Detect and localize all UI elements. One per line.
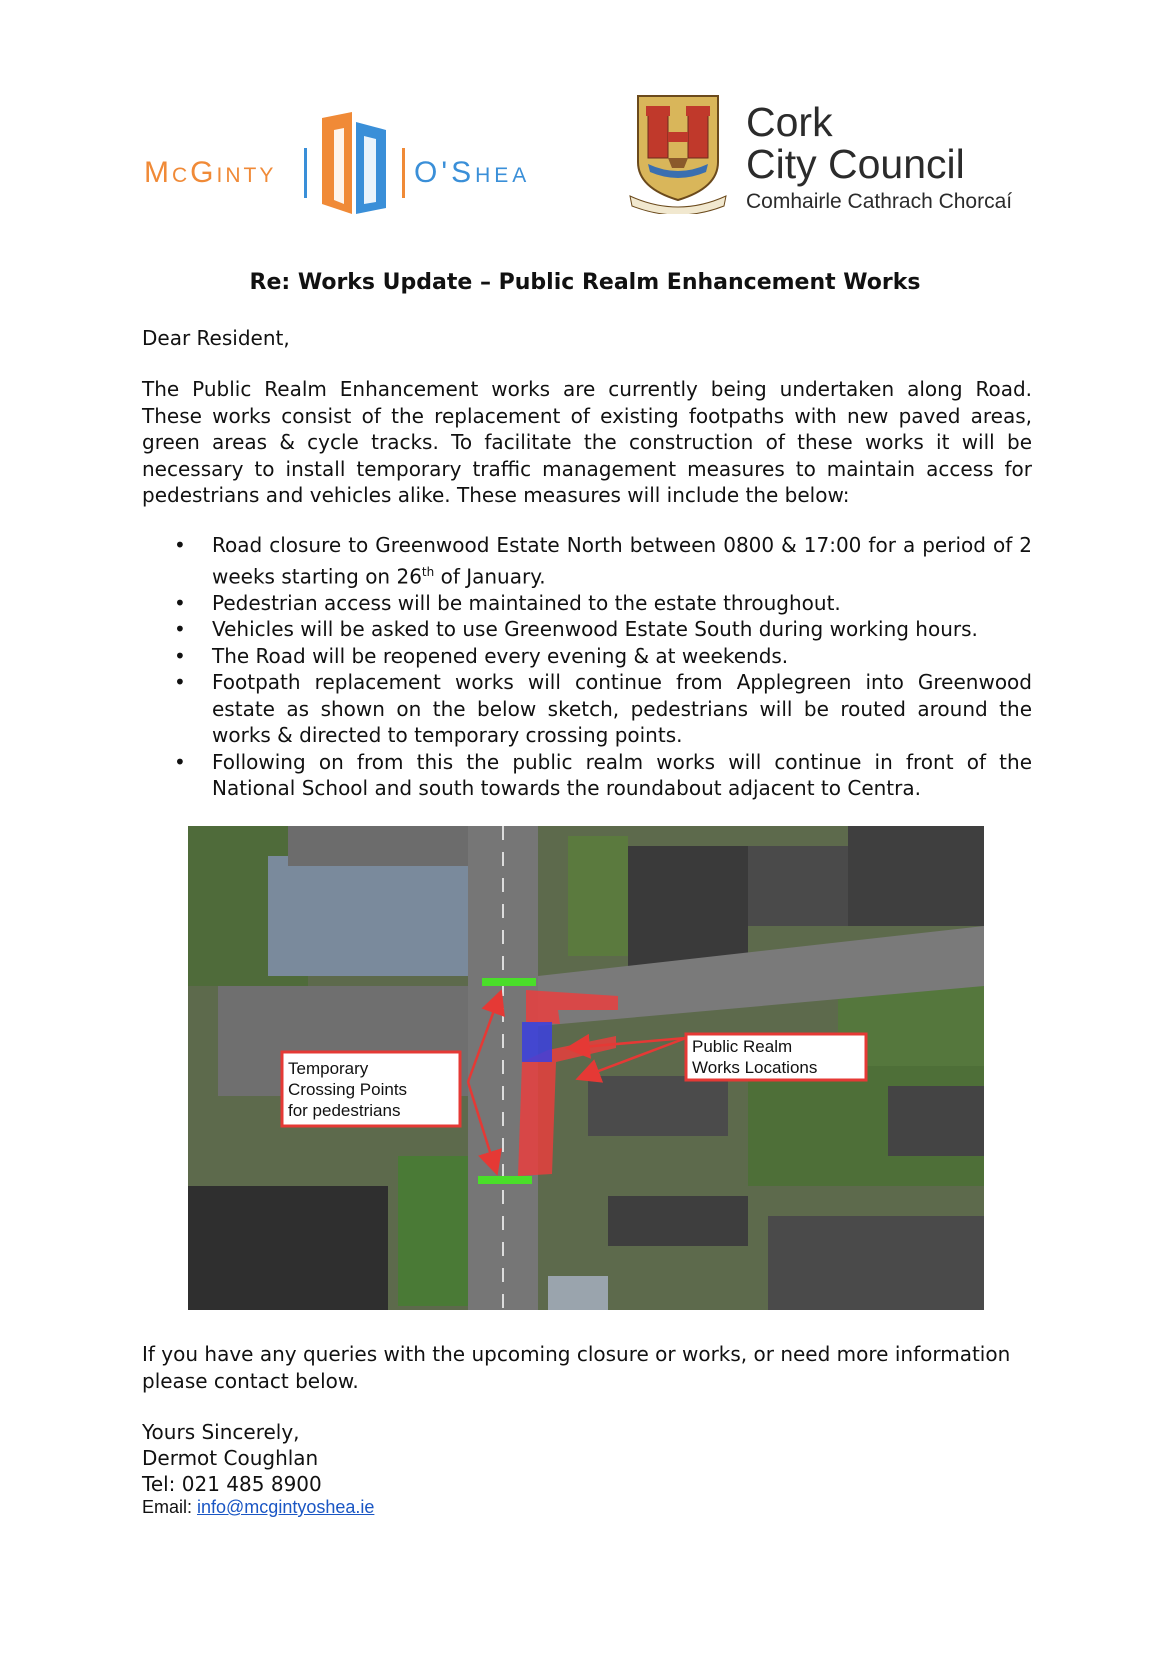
bullet-icon: • <box>174 670 186 695</box>
list-item-text: of January. <box>434 564 546 589</box>
bullet-icon: • <box>174 643 186 668</box>
council-name-line2: City Council <box>746 141 965 187</box>
list-item-text: Following on from this the public realm works will continue in front of the National School and south towards the roundabout adjacent to Centra. <box>212 749 1032 801</box>
list-item <box>142 669 1032 749</box>
signatory-name: Dermot Coughlan <box>142 1446 319 1470</box>
logo-mark-icon <box>314 112 394 214</box>
callout-text: for pedestrians <box>288 1101 401 1120</box>
letter-heading: Re: Works Update – Public Realm Enhancement Works <box>249 270 921 295</box>
mcginty-oshea-logo <box>144 112 564 212</box>
list-item <box>142 616 1032 643</box>
list-item <box>142 749 1032 802</box>
bullet-icon: • <box>174 749 186 774</box>
list-item <box>142 643 1032 670</box>
logo-divider <box>304 148 307 198</box>
crossing-point-north <box>482 978 536 986</box>
logo-text-oshea: O'Shea <box>414 156 531 189</box>
callout-text: Works Locations <box>692 1058 818 1077</box>
crossing-point-south <box>478 1176 532 1184</box>
queries-paragraph: If you have any queries with the upcoming closure or works, or need more information please contact below. <box>142 1342 1011 1393</box>
list-item-text: Vehicles will be asked to use Greenwood Estate South during working hours. <box>212 617 978 642</box>
ordinal-suffix: th <box>421 564 435 579</box>
list-item <box>142 532 1032 590</box>
measures-list <box>142 532 1032 802</box>
list-item-text: The Road will be reopened every evening & at weekends. <box>212 643 789 668</box>
telephone: Tel: 021 485 8900 <box>142 1472 322 1496</box>
list-item <box>142 590 1032 617</box>
signoff-block <box>142 1419 322 1497</box>
cork-city-council-logo <box>628 92 1048 222</box>
bullet-icon: • <box>174 533 186 557</box>
works-location-map <box>188 826 984 1310</box>
bullet-icon: • <box>174 617 186 642</box>
logo-divider <box>402 148 405 198</box>
email-link[interactable]: info@mcgintyoshea.ie <box>197 1497 375 1517</box>
list-item-text: Pedestrian access will be maintained to the estate throughout. <box>212 590 841 615</box>
list-item-text: Road closure to Greenwood Estate North between 0800 & 17:00 for a period of 2 weeks starting on 26 <box>212 533 1032 589</box>
callout-text: Public Realm <box>692 1037 793 1056</box>
building <box>268 856 468 976</box>
council-name-irish: Comhairle Cathrach Chorcaí <box>746 190 1013 213</box>
greeting: Dear Resident, <box>142 326 290 350</box>
council-crest-icon <box>628 92 728 214</box>
closing-line: Yours Sincerely, <box>142 1420 300 1444</box>
intro-paragraph: The Public Realm Enhancement works are currently being undertaken along Road. These works consist of the replacement of existing footpaths with new paved areas, green areas & cycle tracks. To facilitate the construction of these works it will be necessary to install temporary traffic management measures to maintain access for pedestrians and vehicles alike. These measures will include the below: <box>142 377 1032 507</box>
callout-text: Temporary <box>288 1059 369 1078</box>
blue-zone <box>522 1022 552 1062</box>
email-line <box>142 1497 374 1518</box>
logo-text-mcginty: McGinty <box>144 156 277 189</box>
email-label: Email: <box>142 1497 198 1517</box>
council-name-line1: Cork <box>746 99 833 145</box>
bullet-icon: • <box>174 590 186 615</box>
callout-text: Crossing Points <box>288 1080 408 1099</box>
list-item-text: Footpath replacement works will continue from Applegreen into Greenwood estate as shown on the below sketch, pedestrians will be routed around the works & directed to temporary crossing points. <box>212 670 1032 748</box>
